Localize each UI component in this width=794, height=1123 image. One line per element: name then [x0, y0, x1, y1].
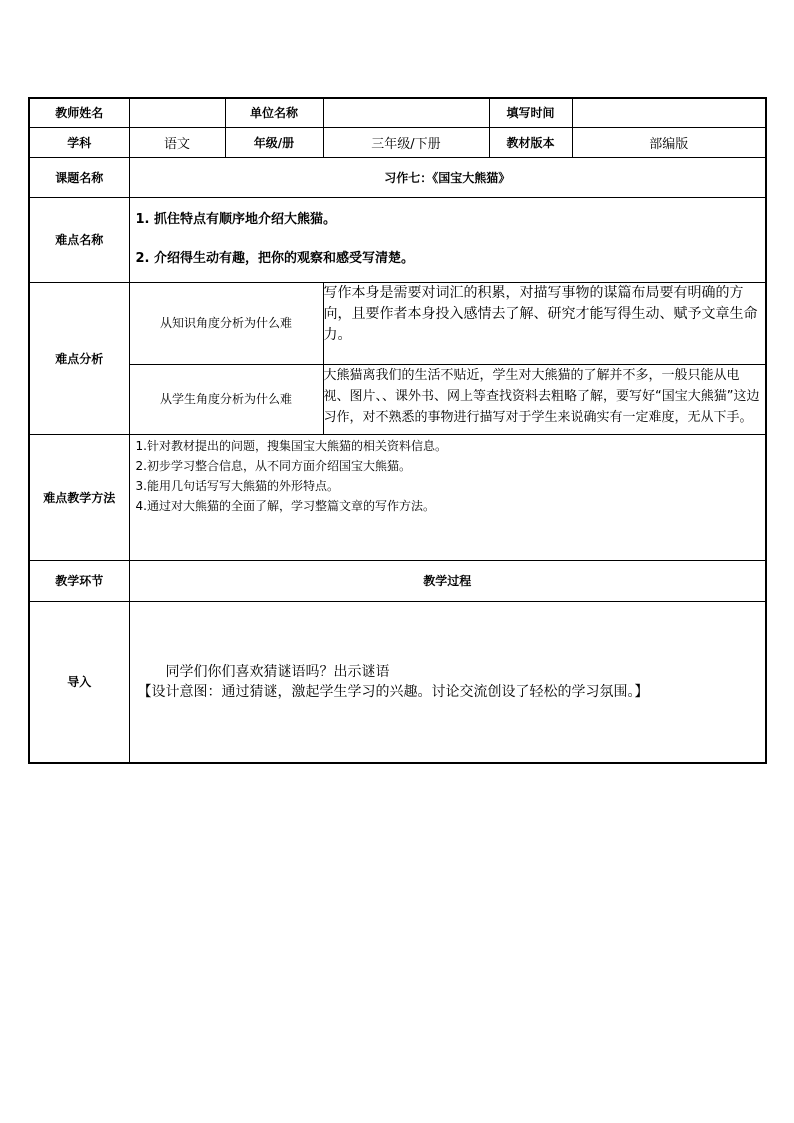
subject-label: 学科	[29, 127, 129, 157]
method-item-3: 3.能用几句话写写大熊猫的外形特点。	[135, 478, 339, 493]
student-angle-label: 从学生角度分析为什么难	[129, 364, 323, 434]
unit-name-field	[323, 98, 489, 127]
difficulty-label: 难点名称	[29, 197, 129, 282]
teacher-name-field	[129, 98, 225, 127]
topic-label: 课题名称	[29, 157, 129, 197]
difficulty-content	[129, 197, 766, 282]
method-label: 难点教学方法	[29, 434, 129, 560]
edition-label: 教材版本	[489, 127, 572, 157]
fill-date-field	[572, 98, 766, 127]
knowledge-angle-text: 写作本身是需要对词汇的积累，对描写事物的谋篇布局要有明确的方向，且要作者本身投入感情去了解、研究才能写得生动、赋予文章生命力。	[323, 282, 766, 364]
knowledge-angle-label: 从知识角度分析为什么难	[129, 282, 323, 364]
intro-content	[129, 601, 766, 763]
fill-date-label: 填写时间	[489, 98, 572, 127]
stage-label: 教学环节	[29, 560, 129, 601]
grade-label: 年级/册	[225, 127, 323, 157]
process-label: 教学过程	[129, 560, 766, 601]
intro-line-2: 【设计意图：通过猜谜，激起学生学习的兴趣。讨论交流创设了轻松的学习氛围。】	[137, 683, 649, 700]
analysis-row-knowledge	[29, 282, 766, 364]
intro-label: 导入	[29, 601, 129, 763]
topic-value: 习作七：《国宝大熊猫》	[129, 157, 766, 197]
topic-row	[29, 157, 766, 197]
method-item-1: 1.针对教材提出的问题，搜集国宝大熊猫的相关资料信息。	[135, 438, 447, 453]
method-row	[29, 434, 766, 560]
analysis-label: 难点分析	[29, 282, 129, 434]
method-item-2: 2.初步学习整合信息，从不同方面介绍国宝大熊猫。	[135, 458, 411, 473]
subject-value: 语文	[129, 127, 225, 157]
difficulty-row	[29, 197, 766, 282]
difficulty-item-1: 1. 抓住特点有顺序地介绍大熊猫。	[135, 212, 337, 227]
header-row-2	[29, 127, 766, 157]
process-header-row	[29, 560, 766, 601]
analysis-row-student	[29, 364, 766, 434]
teacher-name-label: 教师姓名	[29, 98, 129, 127]
method-content	[129, 434, 766, 560]
unit-name-label: 单位名称	[225, 98, 323, 127]
difficulty-item-2: 2. 介绍得生动有趣，把你的观察和感受写清楚。	[135, 251, 415, 266]
student-angle-text: 大熊猫离我们的生活不贴近，学生对大熊猫的了解并不多，一般只能从电视、图片、、课外书、网上等查找资料去粗略了解，要写好“国宝大熊猫”这边习作，对不熟悉的事物进行描写对于学生来说确实有一定难度，无从下手。	[323, 364, 766, 434]
lesson-plan-table	[28, 97, 767, 764]
header-row-1	[29, 98, 766, 127]
grade-value: 三年级/下册	[323, 127, 489, 157]
method-item-4: 4.通过对大熊猫的全面了解，学习整篇文章的写作方法。	[135, 498, 435, 513]
intro-row	[29, 601, 766, 763]
edition-value: 部编版	[572, 127, 766, 157]
intro-line-1: 同学们你们喜欢猜谜语吗？出示谜语	[165, 663, 390, 680]
